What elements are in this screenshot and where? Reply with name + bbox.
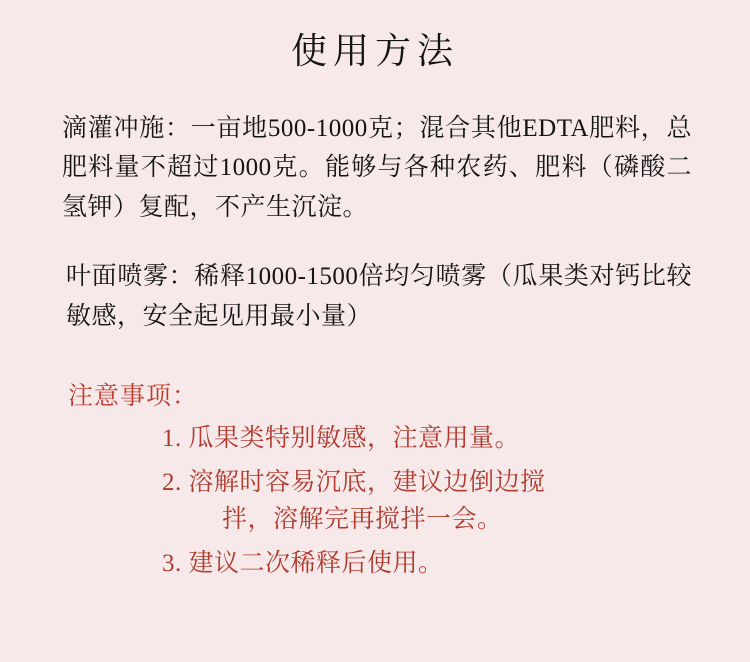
notice-list bbox=[62, 420, 692, 582]
list-item bbox=[62, 545, 692, 583]
list-item-text: 溶解时容易沉底，建议边倒边搅 bbox=[188, 468, 546, 496]
list-item-number: 3. bbox=[162, 549, 182, 577]
list-item bbox=[62, 420, 692, 458]
list-item bbox=[62, 464, 692, 539]
list-item-number: 1. bbox=[162, 425, 182, 453]
list-item-text: 建议二次稀释后使用。 bbox=[188, 549, 444, 577]
notice-heading: 注意事项： bbox=[68, 383, 199, 411]
paragraph-drip-irrigation: 滴灌冲施：一亩地500-1000克；混合其他EDTA肥料，总肥料量不超过1000克。能够与各种农药、肥料（磷酸二氢钾）复配，不产生沉淀。 bbox=[62, 114, 692, 221]
list-item-text: 瓜果类特别敏感，注意用量。 bbox=[188, 425, 521, 453]
list-item-continuation: 拌，溶解完再搅拌一会。 bbox=[222, 506, 503, 534]
list-item-number: 2. bbox=[162, 468, 182, 496]
page-title: 使用方法 bbox=[290, 31, 459, 71]
document-body bbox=[0, 109, 750, 583]
paragraph-foliar-spray: 叶面喷雾：稀释1000-1500倍均匀喷雾（瓜果类对钙比较敏感，安全起见用最小量） bbox=[66, 263, 692, 330]
